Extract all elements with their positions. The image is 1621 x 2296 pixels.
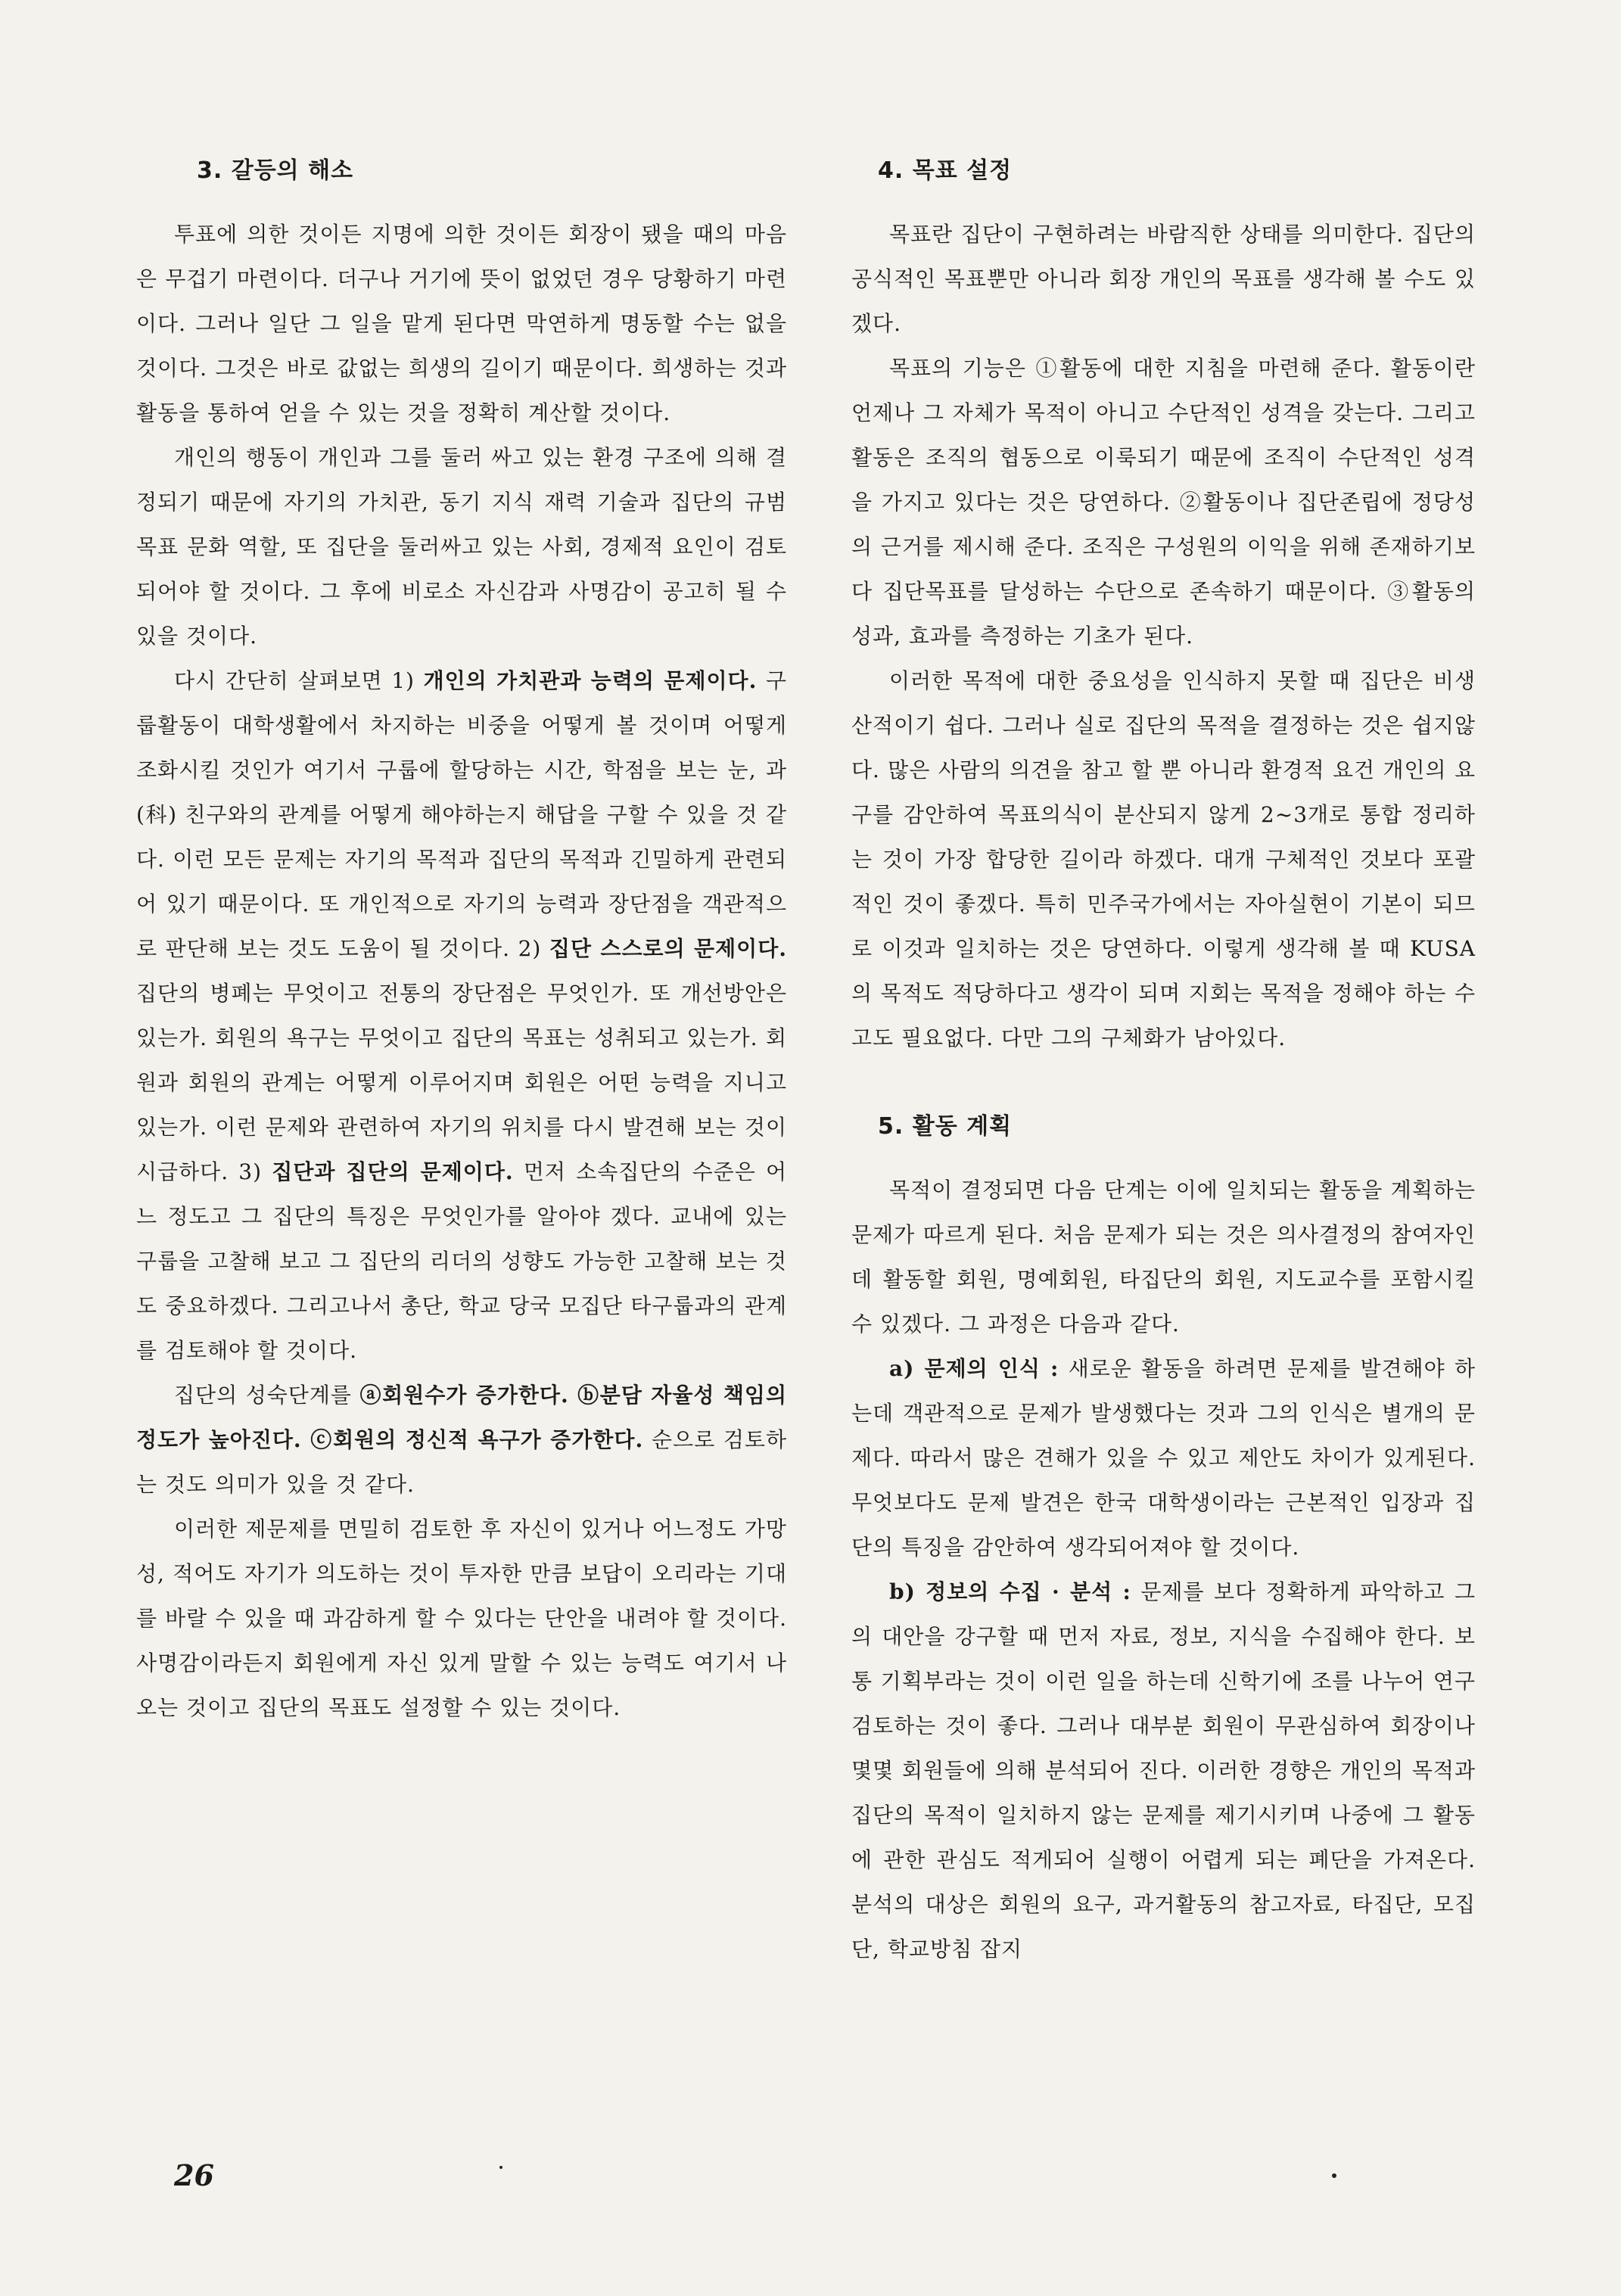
body-paragraph: b) 정보의 수집 · 분석 : 문제를 보다 정확하게 파악하고 그의 대안을 강구할 때 먼저 자료, 정보, 지식을 수집해야 한다. 보통 기획부라는 것이 이런 일을 하는데 신학기에 조를 나누어 연구 검토하는 것이 좋다. 그러나 대부분 회원이 무관심하여 회장이나 몇몇 회원들에 의해 분석되어 진다. 이러한 경향은 개인의 목적과 집단의 목적이 일치하지 않는 문제를 제기시키며 나중에 그 활동에 관한 관심도 적게되어 실행이 어렵게 되는 폐단을 가져온다. 분석의 대상은 회원의 요구, 과거활동의 참고자료, 타집단, 모집단, 학교방침 잡지: [851, 1579, 1476, 1962]
section-heading-goal-setting: 4. 목표 설정: [878, 157, 1013, 184]
body-paragraph: 투표에 의한 것이든 지명에 의한 것이든 회장이 됐을 때의 마음은 무겁기 마련이다. 더구나 거기에 뜻이 없었던 경우 당황하기 마련이다. 그러나 일단 그 일을 맡게 된다면 막연하게 명동할 수는 없을 것이다. 그것은 바로 값없는 희생의 길이기 때문이다. 희생하는 것과 활동을 통하여 얻을 수 있는 것을 정확히 계산할 것이다.: [136, 222, 787, 425]
body-paragraph: 집단의 성숙단계를 ⓐ회원수가 증가한다. ⓑ분담 자율성 책임의 정도가 높아진다. ⓒ회원의 정신적 욕구가 증가한다. 순으로 검토하는 것도 의미가 있을 것 같다.: [136, 1383, 787, 1497]
body-paragraph: 개인의 행동이 개인과 그를 둘러 싸고 있는 환경 구조에 의해 결정되기 때문에 자기의 가치관, 동기 지식 재력 기술과 집단의 규범 목표 문화 역할, 또 집단을 둘러싸고 있는 사회, 경제적 요인이 검토되어야 할 것이다. 그 후에 비로소 자신감과 사명감이 공고히 될 수 있을 것이다.: [136, 445, 787, 649]
body-paragraph: 목표란 집단이 구현하려는 바람직한 상태를 의미한다. 집단의 공식적인 목표뿐만 아니라 회장 개인의 목표를 생각해 볼 수도 있겠다.: [851, 222, 1476, 336]
speck-mark: [499, 2166, 502, 2169]
section-heading-activity-plan: 5. 활동 계획: [878, 1113, 1013, 1140]
section-heading-conflict-resolution: 3. 갈등의 해소: [197, 157, 354, 184]
body-paragraph: 이러한 목적에 대한 중요성을 인식하지 못할 때 집단은 비생산적이기 쉽다. 그러나 실로 집단의 목적을 결정하는 것은 쉽지않다. 많은 사람의 의견을 참고 할 뿐 아니라 환경적 요건 개인의 요구를 감안하여 목표의식이 분산되지 않게 2~3개로 통합 정리하는 것이 가장 합당한 길이라 하겠다. 대개 구체적인 것보다 포괄적인 것이 좋겠다. 특히 민주국가에서는 자아실현이 기본이 되므로 이것과 일치하는 것은 당연하다. 이렇게 생각해 볼 때 KUSA의 목적도 적당하다고 생각이 되며 지회는 목적을 정해야 하는 수고도 필요없다. 다만 그의 구체화가 남아있다.: [851, 668, 1476, 1050]
body-paragraph: 목적이 결정되면 다음 단계는 이에 일치되는 활동을 계획하는 문제가 따르게 된다. 처음 문제가 되는 것은 의사결정의 참여자인데 활동할 회원, 명예회원, 타집단의 회원, 지도교수를 포함시킬 수 있겠다. 그 과정은 다음과 같다.: [851, 1178, 1476, 1336]
body-paragraph: 목표의 기능은 ①활동에 대한 지침을 마련해 준다. 활동이란 언제나 그 자체가 목적이 아니고 수단적인 성격을 갖는다. 그리고 활동은 조직의 협동으로 이룩되기 때문에 조직이 수단적인 성격을 가지고 있다는 것은 당연하다. ②활동이나 집단존립에 정당성의 근거를 제시해 준다. 조직은 구성원의 이익을 위해 존재하기보다 집단목표를 달성하는 수단으로 존속하기 때문이다. ③활동의 성과, 효과를 측정하는 기초가 된다.: [851, 356, 1476, 649]
right-column: [851, 151, 1476, 1971]
left-column: [136, 151, 787, 1730]
speck-mark: [1332, 2173, 1336, 2178]
body-paragraph: 이러한 제문제를 면밀히 검토한 후 자신이 있거나 어느정도 가망성, 적어도 자기가 의도하는 것이 투자한 만큼 보답이 오리라는 기대를 바랄 수 있을 때 과감하게 할 수 있다는 단안을 내려야 할 것이다. 사명감이라든지 회원에게 자신 있게 말할 수 있는 능력도 여기서 나오는 것이고 집단의 목표도 설정할 수 있는 것이다.: [136, 1517, 787, 1720]
page-number: 26: [174, 2158, 214, 2192]
body-paragraph: 다시 간단히 살펴보면 1) 개인의 가치관과 능력의 문제이다. 구룹활동이 대학생활에서 차지하는 비중을 어떻게 볼 것이며 어떻게 조화시킬 것인가 여기서 구룹에 할당하는 시간, 학점을 보는 눈, 과(科) 친구와의 관계를 어떻게 해야하는지 해답을 구할 수 있을 것 같다. 이런 모든 문제는 자기의 목적과 집단의 목적과 긴밀하게 관련되어 있기 때문이다. 또 개인적으로 자기의 능력과 장단점을 객관적으로 판단해 보는 것도 도움이 될 것이다. 2) 집단 스스로의 문제이다. 집단의 병폐는 무엇이고 전통의 장단점은 무엇인가. 또 개선방안은 있는가. 회원의 욕구는 무엇이고 집단의 목표는 성취되고 있는가. 회원과 회원의 관계는 어떻게 이루어지며 회원은 어떤 능력을 지니고 있는가. 이런 문제와 관련하여 자기의 위치를 다시 발견해 보는 것이 시급하다. 3) 집단과 집단의 문제이다. 먼저 소속집단의 수준은 어느 정도고 그 집단의 특징은 무엇인가를 알아야 겠다. 교내에 있는 구룹을 고찰해 보고 그 집단의 리더의 성향도 가능한 고찰해 보는 것도 중요하겠다. 그리고나서 총단, 학교 당국 모집단 타구룹과의 관계를 검토해야 할 것이다.: [136, 668, 787, 1363]
body-paragraph: a) 문제의 인식 : 새로운 활동을 하려면 문제를 발견해야 하는데 객관적으로 문제가 발생했다는 것과 그의 인식은 별개의 문제다. 따라서 많은 견해가 있을 수 있고 제안도 차이가 있게된다. 무엇보다도 문제 발견은 한국 대학생이라는 근본적인 입장과 집단의 특징을 감안하여 생각되어져야 할 것이다.: [851, 1356, 1476, 1560]
